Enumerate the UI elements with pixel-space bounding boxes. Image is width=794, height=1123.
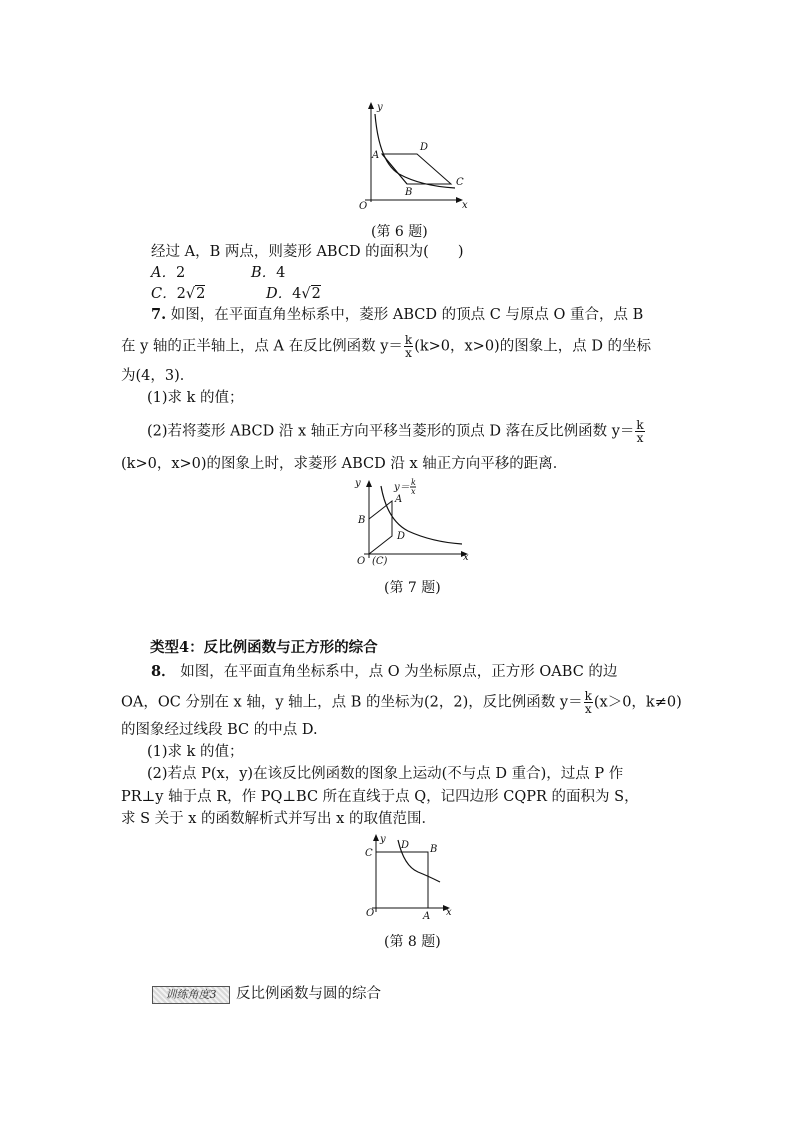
- option-a-letter: A．: [151, 265, 176, 281]
- label-a: A: [372, 150, 380, 161]
- label-y: y: [355, 478, 361, 489]
- option-a-value: 2: [175, 265, 186, 281]
- sqrt-icon: √: [301, 286, 311, 302]
- label-func-y: y＝: [394, 482, 410, 493]
- hyperbola-curve: [381, 486, 462, 544]
- label-o: O: [359, 201, 368, 212]
- fraction-k-over-x: $\frac{k}{x}$: [636, 418, 644, 445]
- sqrt-icon: √: [185, 286, 196, 302]
- q8-line-3: 的图象经过线段 BC 的中点 D.: [121, 722, 318, 738]
- label-c: C: [365, 848, 373, 859]
- q7-number: 7.: [151, 306, 167, 323]
- label-c: (C): [372, 556, 388, 567]
- q7-part-2-line-2: (k>0，x>0)的图象上时，求菱形 ABCD 沿 x 轴正方向平移的距离．: [121, 456, 568, 472]
- y-axis-arrow: [368, 102, 374, 109]
- option-d-radicand: 2: [311, 286, 321, 302]
- label-y: y: [380, 834, 386, 845]
- q7-text-p2a: (2)若将菱形 ABCD 沿 x 轴正方向平移当菱形的顶点 D 落在反比例函数 y＝: [147, 423, 635, 440]
- q8-text-2b: (x＞0，k≠0): [593, 694, 682, 711]
- section3-title: 反比例函数与圆的综合: [236, 986, 381, 1002]
- figure-q7: [350, 476, 475, 568]
- label-func-x: x: [411, 487, 416, 496]
- q6-option-a[interactable]: [151, 264, 185, 282]
- q8-number: 8．: [151, 663, 176, 680]
- q6-stem-tail: 经过 A，B 两点，则菱形 ABCD 的面积为( ): [151, 244, 464, 260]
- label-d: D: [397, 531, 406, 542]
- q8-line-2: [121, 690, 682, 715]
- y-axis-arrow: [373, 834, 379, 841]
- option-c-letter: C．: [151, 286, 177, 302]
- figure-q8: [360, 832, 460, 922]
- label-b: B: [358, 515, 366, 526]
- fraction-k-over-x: $\frac{k}{x}$: [404, 333, 413, 360]
- q6-option-c[interactable]: [151, 285, 205, 303]
- fraction-k-over-x: $\frac{k}{x}$: [584, 689, 592, 716]
- square-oabc: [376, 852, 428, 908]
- label-o: O: [357, 556, 366, 567]
- q7-text-2a: 在 y 轴的正半轴上，点 A 在反比例函数 y＝: [121, 338, 403, 355]
- type4-heading: 类型4：反比例函数与正方形的综合: [150, 639, 378, 656]
- q8-text-2a: OA，OC 分别在 x 轴，y 轴上，点 B 的坐标为(2，2)，反比例函数 y＝: [121, 694, 583, 711]
- y-axis-arrow: [366, 480, 372, 487]
- caption-q8: (第 8 题): [384, 934, 441, 950]
- label-x: x: [462, 200, 468, 211]
- training-angle-badge: 训练角度3: [152, 986, 230, 1004]
- q8-part-2-line-3: 求 S 关于 x 的函数解析式并写出 x 的取值范围．: [121, 811, 436, 827]
- q7-line-3: 为(4，3)．: [121, 368, 195, 384]
- q8-part-1: (1)求 k 的值；: [147, 744, 244, 760]
- label-d: D: [420, 142, 429, 153]
- label-b: B: [405, 187, 413, 198]
- q8-part-2-line-2: PR⊥y 轴于点 R，作 PQ⊥BC 所在直线于点 Q，记四边形 CQPR 的面积为 S，: [121, 789, 639, 805]
- q6-option-b[interactable]: [251, 264, 285, 282]
- q6-option-d[interactable]: [266, 285, 321, 303]
- label-b: B: [430, 844, 438, 855]
- q8-text-1: 如图，在平面直角坐标系中，点 O 为坐标原点，正方形 OABC 的边: [180, 664, 618, 680]
- diagonal-ab: [382, 154, 407, 184]
- label-func-k: k: [411, 478, 416, 487]
- option-c-radicand: 2: [196, 286, 206, 302]
- option-b-letter: B．: [251, 265, 277, 281]
- option-d-letter: D．: [266, 286, 293, 302]
- q7-line-1: [151, 306, 643, 324]
- option-c-coef: 2: [176, 286, 186, 302]
- label-d: D: [401, 840, 410, 851]
- q7-text-1: 如图，在平面直角坐标系中，菱形 ABCD 的顶点 C 与原点 O 重合，点 B: [170, 307, 644, 323]
- q8-line-1: [151, 663, 617, 681]
- label-a: A: [395, 494, 403, 505]
- q8-part-2-line-1: (2)若点 P(x，y)在该反比例函数的图象上运动(不与点 D 重合)，过点 P 作: [147, 766, 624, 782]
- option-b-value: 4: [276, 265, 286, 281]
- label-c: C: [456, 177, 464, 188]
- label-x: x: [463, 552, 469, 563]
- caption-q7: (第 7 题): [384, 580, 441, 596]
- q7-part-2-line-1: [147, 419, 646, 444]
- option-d-coef: 4: [292, 286, 302, 302]
- q7-text-2b: (k>0，x>0)的图象上，点 D 的坐标: [414, 338, 652, 355]
- label-y: y: [377, 102, 383, 113]
- caption-q6: (第 6 题): [371, 224, 428, 240]
- label-a: A: [423, 911, 431, 922]
- q7-line-2: [121, 334, 651, 359]
- q7-part-1: (1)求 k 的值；: [147, 390, 244, 406]
- label-x: x: [446, 907, 452, 918]
- label-o: O: [366, 908, 375, 919]
- figure-q6: [355, 100, 475, 215]
